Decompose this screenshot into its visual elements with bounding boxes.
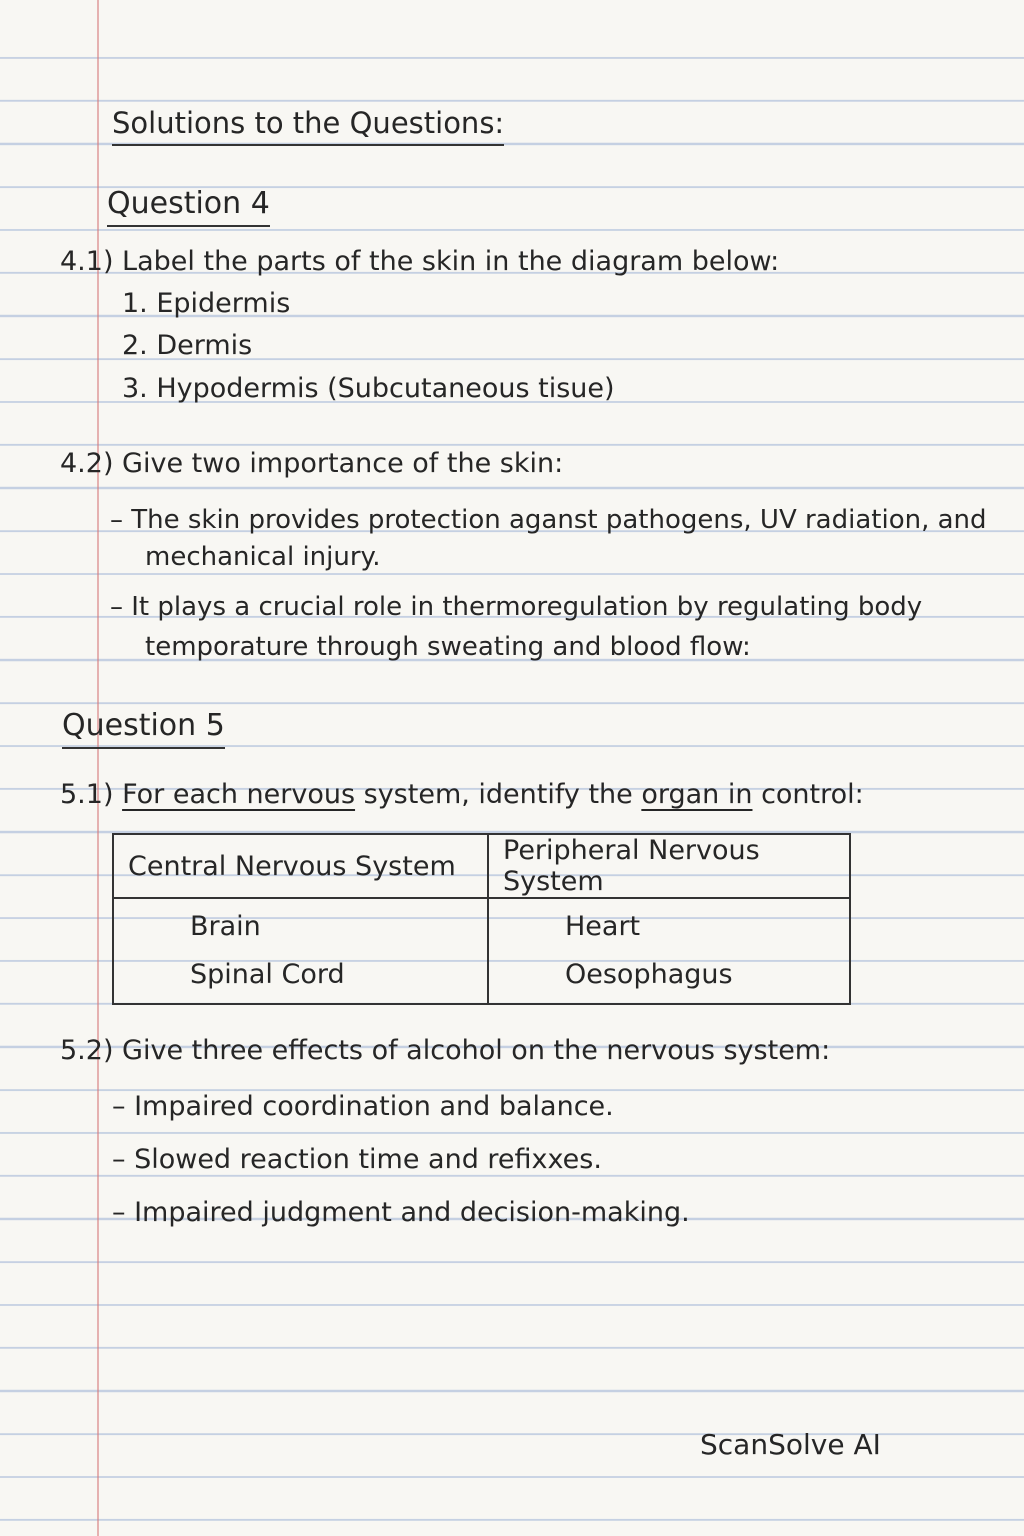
table-row bbox=[113, 898, 850, 1004]
table-cell-cns bbox=[113, 898, 488, 1004]
table-cell-pns bbox=[488, 898, 850, 1004]
q5-1-number: 5.1) bbox=[60, 779, 114, 810]
q4-1-item: 3. Hypodermis (Subcutaneous tisue) bbox=[122, 373, 615, 404]
table-header-row bbox=[113, 834, 850, 898]
table-cell-value: Spinal Cord bbox=[190, 959, 345, 990]
q5-1-prompt-end: control: bbox=[752, 779, 864, 810]
q4-2-bullet-line: – The skin provides protection aganst pathogens, UV radiation, and bbox=[110, 505, 987, 535]
footer-brand: ScanSolve AI bbox=[700, 1428, 881, 1461]
q5-2-bullet: – Impaired coordination and balance. bbox=[112, 1091, 614, 1122]
question-5-heading: Question 5 bbox=[62, 708, 225, 749]
q4-1-prompt: 4.1) Label the parts of the skin in the diagram below: bbox=[60, 246, 780, 277]
q5-2-bullet: – Slowed reaction time and refixxes. bbox=[112, 1144, 602, 1175]
table-header-cell: Central Nervous System bbox=[113, 834, 488, 898]
q4-2-prompt: 4.2) Give two importance of the skin: bbox=[60, 448, 564, 479]
q5-1-prompt bbox=[60, 779, 864, 810]
q4-2-bullet-line: temporature through sweating and blood flow: bbox=[145, 632, 751, 662]
question-4-heading: Question 4 bbox=[107, 186, 270, 227]
table-header-cell: Peripheral Nervous System bbox=[488, 834, 850, 898]
q4-1-item: 2. Dermis bbox=[122, 330, 253, 361]
margin-line bbox=[97, 0, 99, 1536]
q4-1-item: 1. Epidermis bbox=[122, 288, 291, 319]
q5-1-prompt-middle: system, identify the bbox=[355, 779, 642, 810]
q5-1-underlined-phrase: For each nervous bbox=[122, 779, 356, 810]
nervous-system-table bbox=[112, 833, 851, 1005]
q4-2-bullet-line: mechanical injury. bbox=[145, 542, 381, 572]
q4-2-bullet-line: – It plays a crucial role in thermoregulation by regulating body bbox=[110, 592, 923, 622]
page-title: Solutions to the Questions: bbox=[112, 106, 504, 146]
table-cell-value: Heart bbox=[565, 911, 641, 942]
q5-1-underlined-phrase: organ in bbox=[641, 779, 753, 810]
table-cell-value: Brain bbox=[190, 911, 261, 942]
q5-2-bullet: – Impaired judgment and decision-making. bbox=[112, 1197, 690, 1228]
q5-2-prompt: 5.2) Give three effects of alcohol on the nervous system: bbox=[60, 1035, 831, 1066]
table-cell-value: Oesophagus bbox=[565, 959, 733, 990]
